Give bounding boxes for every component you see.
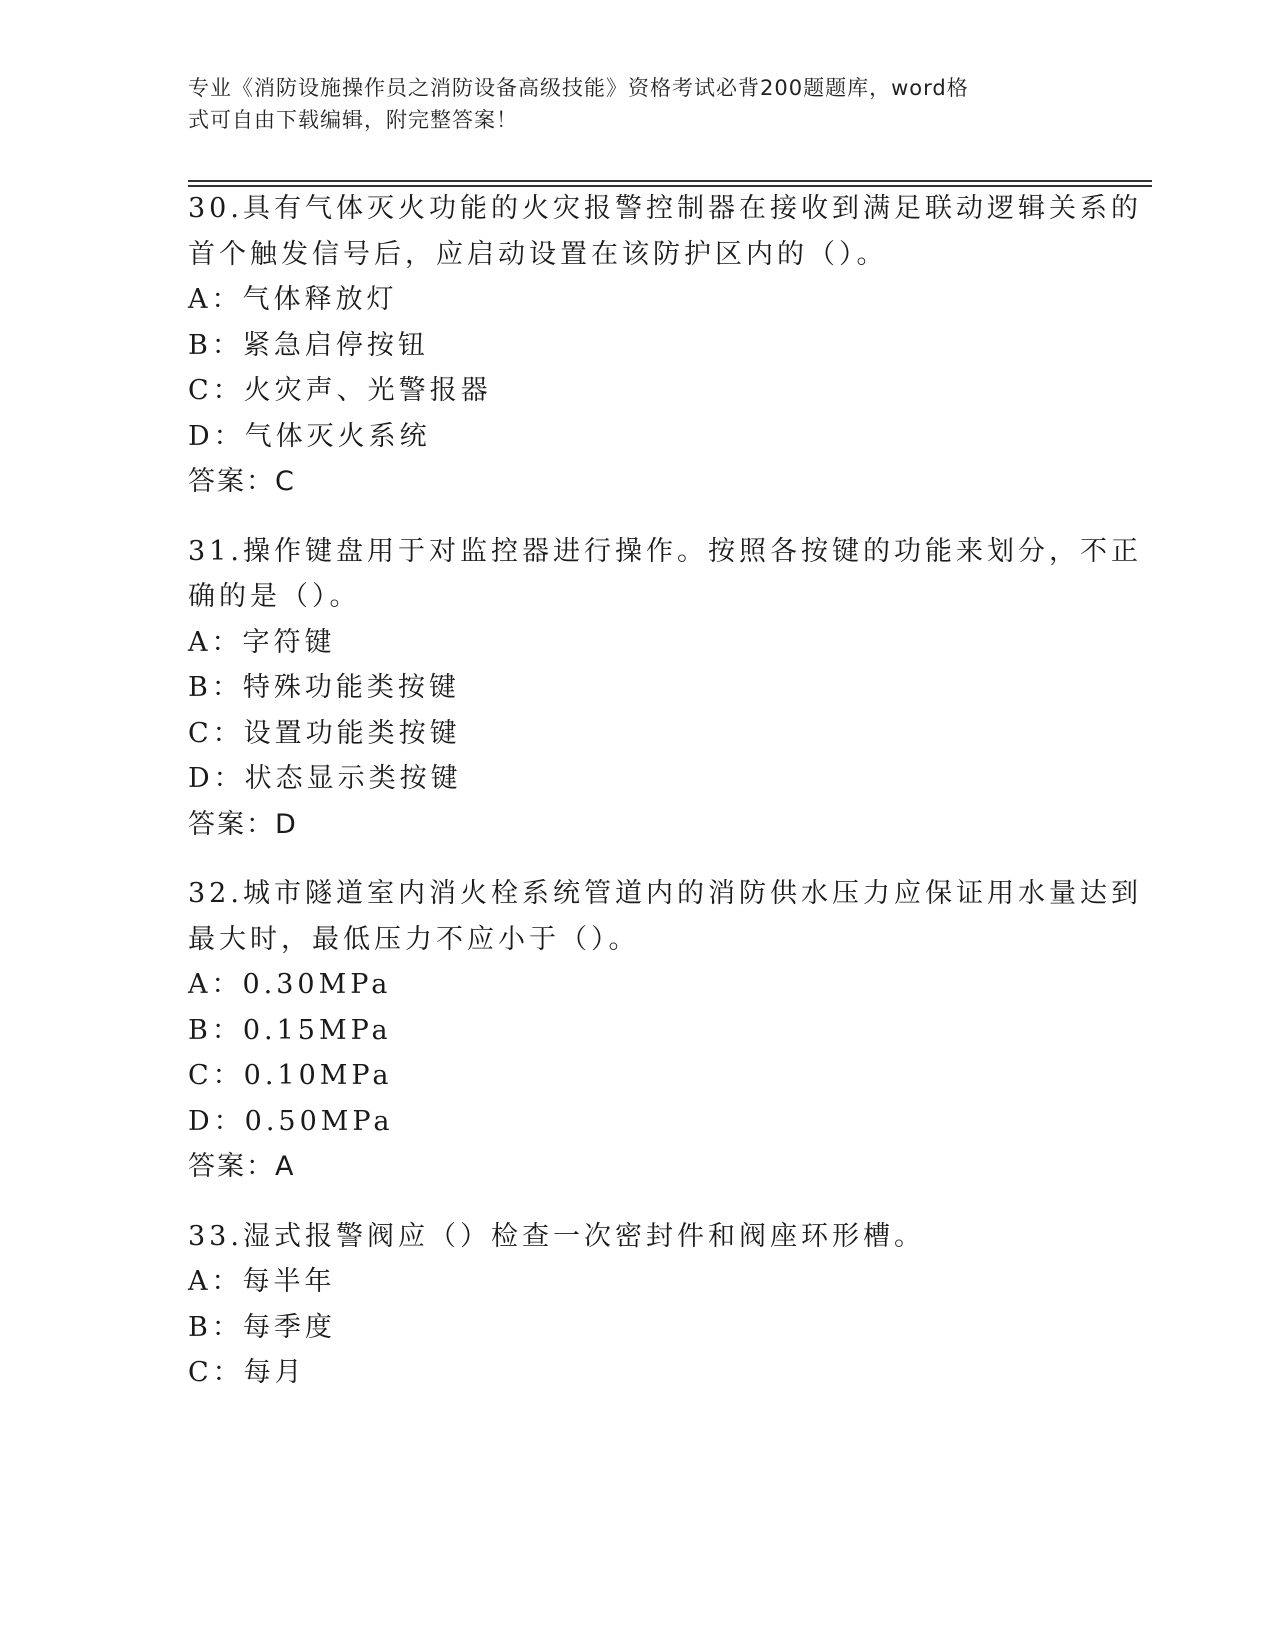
question-33 [188,1214,1088,1396]
option-a: A：每半年 [188,1266,336,1297]
option-c: C：每月 [188,1357,306,1388]
question-31 [188,529,1142,848]
question-stem: 31.操作键盘用于对监控器进行操作。按照各按键的功能来划分，不正 [188,535,1142,567]
option-c: C：0.10MPa [188,1060,393,1091]
option-b: B：0.15MPa [188,1014,392,1046]
option-c: C：设置功能类按键 [188,717,461,749]
header-line-1: 专业《消防设施操作员之消防设备高级技能》资格考试必背200题题库，word格 [188,76,969,100]
option-a: A：0.30MPa [188,969,392,1000]
option-b: B：紧急启停按钮 [188,329,429,361]
option-b: B：特殊功能类按键 [188,672,460,703]
answer: 答案：D [188,808,298,840]
question-stem: 最大时，最低压力不应小于（）。 [188,923,640,955]
option-a: A：气体释放灯 [188,284,398,315]
question-30 [188,186,1142,505]
option-d: D：0.50MPa [188,1105,394,1137]
question-stem: 32.城市隧道室内消火栓系统管道内的消防供水压力应保证用水量达到 [188,878,1142,909]
answer: 答案：A [188,1151,296,1182]
answer: 答案：C [188,466,296,497]
option-d: D：气体灭火系统 [188,420,431,452]
option-c: C：火灾声、光警报器 [188,375,492,406]
question-stem: 首个触发信号后，应启动设置在该防护区内的（）。 [188,238,888,270]
question-32 [188,871,1142,1190]
option-a: A：字符键 [188,626,336,658]
option-b: B：每季度 [188,1311,336,1343]
header-divider-top [188,180,1152,182]
question-stem: 确的是（）。 [188,581,361,612]
question-stem: 33.湿式报警阀应（）检查一次密封件和阀座环形槽。 [188,1220,925,1252]
question-stem: 30.具有气体灭火功能的火灾报警控制器在接收到满足联动逻辑关系的 [188,193,1142,224]
question-list [188,186,1142,1420]
header-line-2: 式可自由下载编辑，附完整答案！ [188,108,518,132]
document-header [188,72,1068,136]
option-d: D：状态显示类按键 [188,763,462,794]
